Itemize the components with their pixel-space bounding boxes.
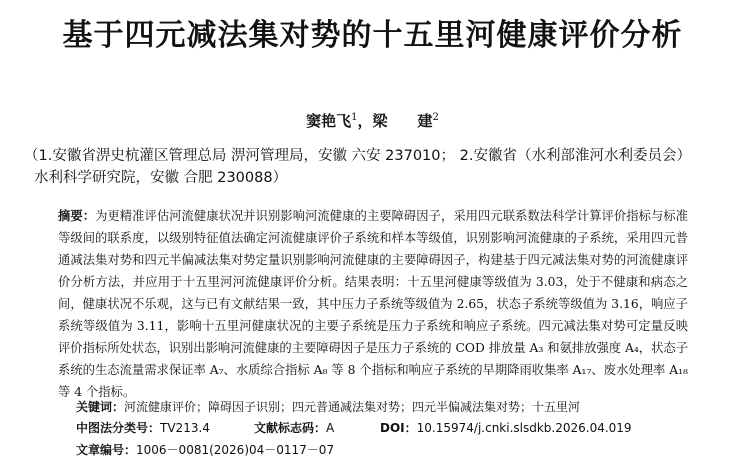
article-number-label: 文章编号： [76, 443, 137, 457]
article-number-line [76, 441, 334, 458]
affiliations [24, 145, 724, 189]
doc-code-value: A [326, 421, 335, 435]
keywords-text: 河流健康评价；障碍因子识别；四元普通减法集对势；四元半偏减法集对势；十五里河 [124, 400, 581, 414]
abstract-label: 摘要： [58, 209, 96, 223]
keywords-label: 关键词： [76, 400, 125, 414]
author-separator: ， [357, 112, 373, 130]
doi-group [380, 419, 632, 436]
author-1-affiliation-mark: 1 [351, 112, 358, 123]
clc-group [76, 419, 254, 436]
doc-code-label: 文献标志码： [254, 421, 327, 435]
abstract-block [58, 205, 688, 403]
affiliation-line-2: 水利科学研究院，安徽 合肥 230088） [34, 170, 288, 186]
clc-value: TV213.4 [160, 421, 210, 435]
classification-line [76, 419, 676, 436]
affiliation-line-1: （1.安徽省淠史杭灌区管理总局 淠河管理局，安徽 六安 237010； 2.安徽省（水利部淮河水利委员会） [24, 148, 691, 164]
doc-code-group [254, 419, 380, 436]
keywords-line [76, 398, 580, 415]
paper-title: 基于四元减法集对势的十五里河健康评价分析 [62, 18, 683, 53]
author-2-affiliation-mark: 2 [432, 112, 439, 123]
doi-value: 10.15974/j.cnki.slsdkb.2026.04.019 [416, 421, 632, 435]
abstract-text: 为更精准评估河流健康状况并识别影响河流健康的主要障碍因子，采用四元联系数法科学计算评价指标与标准等级间的联系度，以级别特征值法确定河流健康评价子系统和样本等级值，识别影响河流健康的子系统，采用四元普通减法集对势和四元半偏减法集对势定量识别影响河流健康的主要障碍因子，构建基于四元减法集对势的河流健康评价分析方法，并应用于十五里河河流健康评价分析。结果表明：十五里河健康等级值为 3.03，处于不健康和病态之间，健康状况不乐观，这与已有文献结果一致，其中压力子系统等级值为 2.65，状态子系统等级值为 3.16，响应子系统等级值为 3.11，影响十五里河健康状况的主要子系统是压力子系统和响应子系统。四元减法集对势可定量反映评价指标所处状态，识别出影响河流健康的主要障碍因子是压力子系统的 COD 排放量 A₃ 和氨排放强度 A₄，状态子系统的生态流量需求保证率 A₇、水质综合指标 A₈ 等 8 个指标和响应子系统的早期降雨收集率 A₁₇、废水处理率 A₁₈ 等 4 个指标。 [58, 209, 688, 399]
author-1: 窦艳飞 [306, 112, 352, 130]
clc-label: 中图法分类号： [76, 421, 161, 435]
author-2: 梁 建 [372, 112, 433, 130]
author-line [0, 110, 745, 131]
article-number-value: 1006－0081(2026)04－0117－07 [136, 443, 335, 457]
doi-label: DOI： [380, 421, 417, 435]
